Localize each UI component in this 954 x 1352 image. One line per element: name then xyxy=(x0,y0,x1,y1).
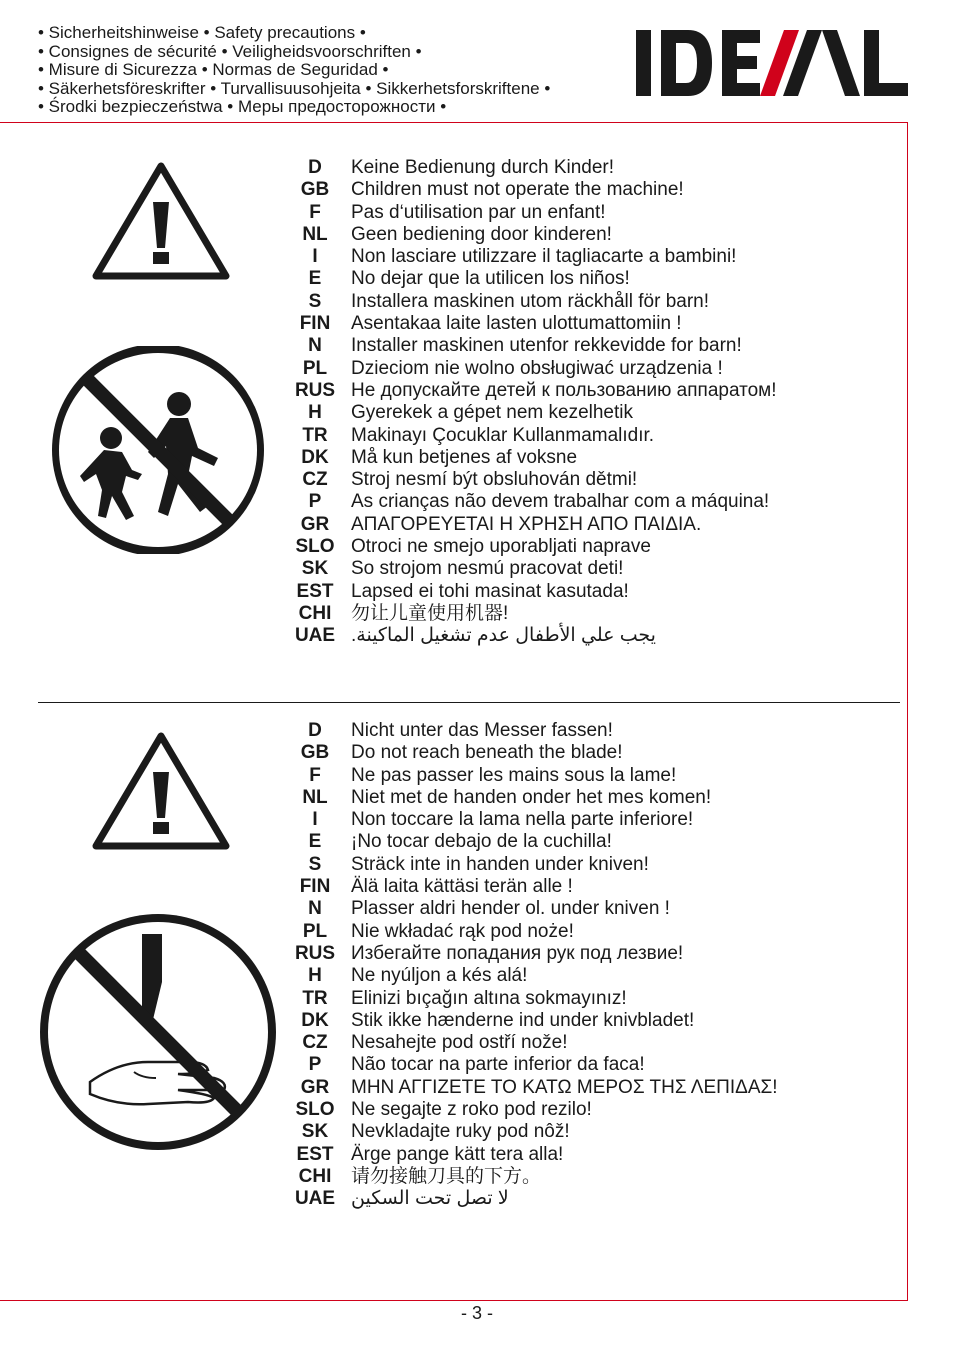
language-row xyxy=(290,1032,778,1054)
language-code: TR xyxy=(302,987,328,1009)
language-code: RUS xyxy=(294,379,336,401)
header-line: • Środki bezpieczeństwa • Меры предосторожности • xyxy=(38,97,447,116)
language-row xyxy=(290,965,778,987)
language-row xyxy=(290,809,778,831)
warning-text: Asentakaa laite lasten ulottumattomiin ! xyxy=(351,313,682,335)
language-code: FIN xyxy=(299,313,331,335)
warning-text: Sträck inte in handen under kniven! xyxy=(351,853,649,875)
language-code: S xyxy=(308,290,322,312)
language-code: TR xyxy=(302,424,328,446)
language-row xyxy=(290,268,777,290)
language-row xyxy=(290,491,777,513)
language-row xyxy=(290,765,778,787)
warning-text: Ne nyúljon a kés alá! xyxy=(351,965,528,987)
language-code: CHI xyxy=(298,1165,332,1187)
language-code: PL xyxy=(302,920,328,942)
warning-text: As crianças não devem trabalhar com a máquina! xyxy=(351,491,770,513)
language-row xyxy=(290,402,777,424)
header-line: • Consignes de sécurité • Veiligheidsvoorschriften • xyxy=(38,41,422,61)
warning-text: Dzieciom nie wolno obsługiwać urządzenia ! xyxy=(351,357,723,379)
language-code: EST xyxy=(296,580,334,602)
language-code: E xyxy=(308,831,322,853)
language-code: D xyxy=(308,157,322,178)
warning-text: Keine Bedienung durch Kinder! xyxy=(351,157,615,178)
warning-text: Må kun betjenes af voksne xyxy=(351,446,578,468)
language-code: CHI xyxy=(298,602,332,624)
warning-text: Ne pas passer les mains sous la lame! xyxy=(351,764,677,786)
warning-text: Ärge pange kätt tera alla! xyxy=(351,1143,564,1165)
language-code: SLO xyxy=(295,1099,335,1121)
language-code: D xyxy=(308,720,322,741)
warning-text: Non toccare la lama nella parte inferiore! xyxy=(351,809,694,831)
no-children-icon xyxy=(38,346,278,559)
warning-text: Stroj nesmí být obsluhován dětmi! xyxy=(351,469,638,491)
language-row xyxy=(290,1144,778,1166)
warning-text: Do not reach beneath the blade! xyxy=(351,742,623,764)
language-code: S xyxy=(308,853,322,875)
language-code: RUS xyxy=(294,942,336,964)
header-line: • Säkerhetsföreskrifter • Turvallisuusohjeita • Sikkerhetsforskriftene • xyxy=(38,78,551,98)
warning-text: Niet met de handen onder het mes komen! xyxy=(351,786,712,808)
warning-text: لا تصل تحت السكين xyxy=(351,1188,509,1210)
language-row xyxy=(290,179,777,201)
header-list xyxy=(38,24,550,117)
warning-text: Otroci ne smejo uporabljati naprave xyxy=(351,536,651,558)
header-line: • Sicherheitshinweise • Safety precautions • xyxy=(38,23,366,42)
frame-top-line xyxy=(0,122,908,123)
warning-text: Non lasciare utilizzare il tagliacarte a bambini! xyxy=(351,246,737,268)
warning-text: Ne segajte z roko pod rezilo! xyxy=(351,1099,592,1121)
language-code: UAE xyxy=(294,625,336,647)
language-code: P xyxy=(308,1054,322,1076)
language-row xyxy=(290,335,777,357)
language-row xyxy=(290,425,777,447)
language-code: SLO xyxy=(295,536,335,558)
language-code: GR xyxy=(300,1076,330,1098)
warning-text: Nicht unter das Messer fassen! xyxy=(351,720,613,741)
warning-text: Geen bediening door kinderen! xyxy=(351,223,612,245)
warning-text: Não tocar na parte inferior da faca! xyxy=(351,1054,645,1076)
warning-text: Installer maskinen utenfor rekkevidde for barn! xyxy=(351,335,742,357)
language-code: EST xyxy=(296,1143,334,1165)
language-code: GR xyxy=(300,513,330,535)
language-code: GB xyxy=(300,742,330,764)
language-row xyxy=(290,1010,778,1032)
language-code: P xyxy=(308,491,322,513)
warning-text: Nesahejte pod ostří nože! xyxy=(351,1032,568,1054)
language-row xyxy=(290,469,777,491)
language-row xyxy=(290,1077,778,1099)
warning-text: ΜΗΝ ΑΓΓΙΖΕΤΕ ΤΟ ΚΑΤΩ ΜΕΡΟΣ ΤΗΣ ΛΕΠΙΔΑΣ! xyxy=(351,1076,778,1098)
warning-icon xyxy=(92,730,230,857)
warning-text: Stik ikke hænderne ind under knivbladet! xyxy=(351,1009,695,1031)
language-row xyxy=(290,202,777,224)
language-code: H xyxy=(308,402,322,424)
language-row xyxy=(290,558,777,580)
warning-text: 请勿接触刀具的下方。 xyxy=(351,1165,542,1187)
warning-text: Gyerekek a gépet nem kezelhetik xyxy=(351,402,633,424)
section-divider xyxy=(38,702,900,703)
warning-text: Children must not operate the machine! xyxy=(351,179,684,201)
frame-right-line xyxy=(907,122,908,1300)
language-row xyxy=(290,1099,778,1121)
language-row xyxy=(290,514,777,536)
language-row xyxy=(290,358,777,380)
warning-text: يجب علي الأطفال عدم تشغيل الماكينة. xyxy=(351,625,656,647)
language-row xyxy=(290,854,778,876)
warning-text: No dejar que la utilicen los niños! xyxy=(351,268,630,290)
language-code: F xyxy=(309,201,321,223)
language-code: NL xyxy=(302,223,328,245)
language-list-children xyxy=(290,157,777,648)
warning-text: ΑΠΑΓΟΡΕΥΕΤΑΙ Η ΧΡΗΣΗ ΑΠΟ ΠΑΙΔΙΑ. xyxy=(351,513,702,535)
language-row xyxy=(290,447,777,469)
language-row xyxy=(290,380,777,402)
language-row xyxy=(290,831,778,853)
language-code: NL xyxy=(302,786,328,808)
language-row xyxy=(290,787,778,809)
language-code: N xyxy=(308,335,322,357)
language-row xyxy=(290,742,778,764)
language-code: CZ xyxy=(302,1032,328,1054)
warning-text: Nevkladajte ruky pod nôž! xyxy=(351,1121,570,1143)
language-list-blade xyxy=(290,720,778,1211)
warning-text: Installera maskinen utom räckhåll för barn! xyxy=(351,290,709,312)
warning-text: 勿让儿童使用机器! xyxy=(351,602,509,624)
warning-text: Не допускайте детей к пользованию аппаратом! xyxy=(351,379,777,401)
language-code: F xyxy=(309,764,321,786)
warning-text: Pas d‘utilisation par un enfant! xyxy=(351,201,606,223)
warning-text: Elinizi bıçağın altına sokmayınız! xyxy=(351,987,627,1009)
language-code: H xyxy=(308,965,322,987)
language-row xyxy=(290,988,778,1010)
warning-text: Älä laita kättäsi terän alle ! xyxy=(351,876,573,898)
warning-text: So strojom nesmú pracovat deti! xyxy=(351,558,624,580)
language-row xyxy=(290,536,777,558)
language-row xyxy=(290,720,778,742)
language-row xyxy=(290,1054,778,1076)
language-code: UAE xyxy=(294,1188,336,1210)
no-hand-under-blade-icon xyxy=(38,912,278,1157)
warning-text: ¡No tocar debajo de la cuchilla! xyxy=(351,831,612,853)
language-row xyxy=(290,1188,778,1210)
language-row xyxy=(290,898,778,920)
language-code: I xyxy=(312,809,318,831)
page-number: - 3 - xyxy=(460,1303,493,1323)
header-line: • Misure di Sicurezza • Normas de Seguridad • xyxy=(38,60,389,79)
warning-icon xyxy=(92,160,230,287)
language-row xyxy=(290,291,777,313)
language-code: E xyxy=(308,268,322,290)
language-row xyxy=(290,157,777,179)
language-row xyxy=(290,313,777,335)
language-code: DK xyxy=(301,1009,329,1031)
language-row xyxy=(290,625,777,647)
language-code: GB xyxy=(300,179,330,201)
language-row xyxy=(290,921,778,943)
warning-text: Избегайте попадания рук под лезвие! xyxy=(351,942,684,964)
warning-text: Makinayı Çocuklar Kullanmamalıdır. xyxy=(351,424,655,446)
language-row xyxy=(290,1166,778,1188)
language-code: PL xyxy=(302,357,328,379)
language-row xyxy=(290,224,777,246)
language-row xyxy=(290,581,777,603)
language-row xyxy=(290,943,778,965)
language-code: DK xyxy=(301,446,329,468)
language-code: FIN xyxy=(299,876,331,898)
warning-text: Nie wkładać rąk pod noże! xyxy=(351,920,574,942)
frame-bottom-line xyxy=(0,1300,908,1301)
language-code: SK xyxy=(301,558,329,580)
language-row xyxy=(290,876,778,898)
language-code: SK xyxy=(301,1121,329,1143)
ideal-logo xyxy=(636,28,908,98)
language-code: CZ xyxy=(302,469,328,491)
language-code: I xyxy=(312,246,318,268)
language-code: N xyxy=(308,898,322,920)
language-row xyxy=(290,1121,778,1143)
warning-text: Lapsed ei tohi masinat kasutada! xyxy=(351,580,629,602)
language-row xyxy=(290,603,777,625)
ideal-logo-graphic xyxy=(636,28,908,98)
warning-text: Plasser aldri hender ol. under kniven ! xyxy=(351,898,670,920)
language-row xyxy=(290,246,777,268)
